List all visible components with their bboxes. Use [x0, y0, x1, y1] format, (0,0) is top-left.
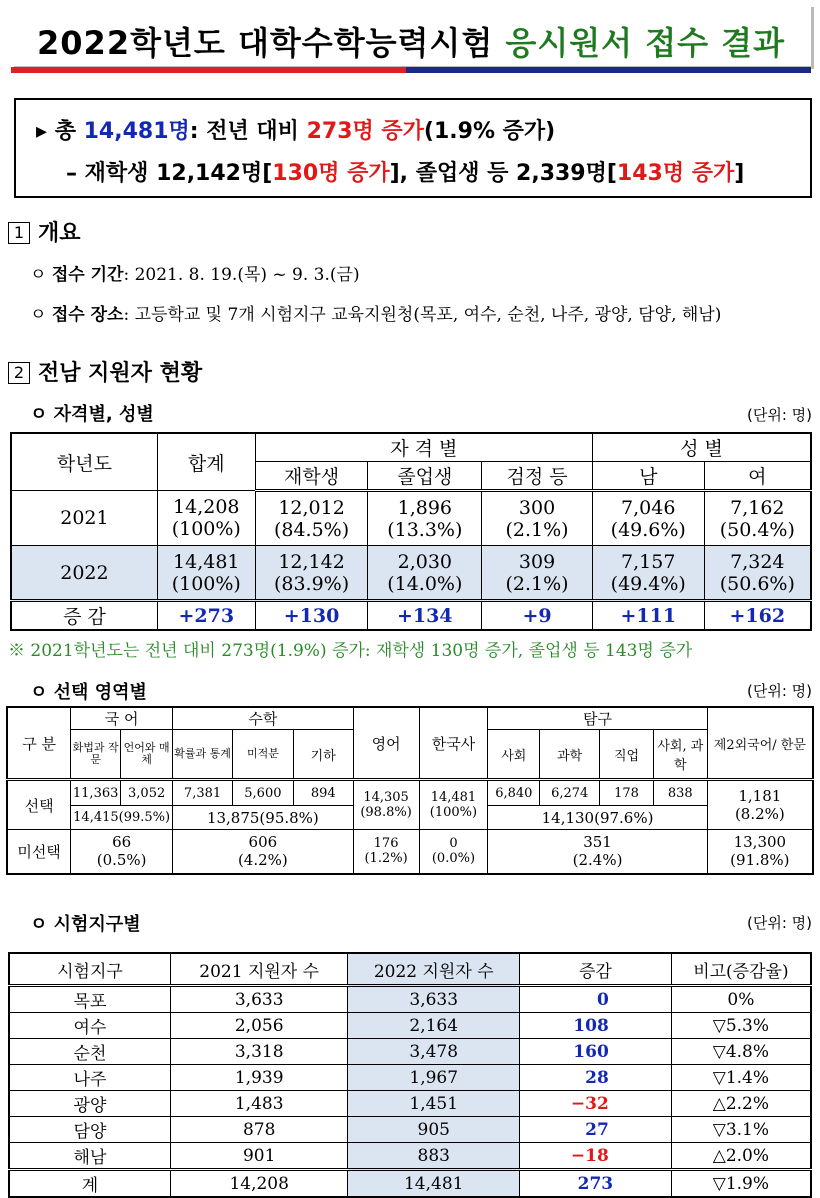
header-korean: 국 어	[71, 707, 173, 730]
value-cell: 66 (0.5%)	[71, 830, 173, 874]
table-cell: ▽1.4%	[671, 1065, 811, 1091]
value-cell: 14,481 (100%)	[157, 546, 255, 601]
unit-label: (단위: 명)	[747, 914, 812, 932]
diff-cell: +111	[592, 601, 704, 631]
table-row	[9, 1117, 811, 1143]
total-cell: 14,481	[348, 1170, 520, 1198]
title-underline-blue	[406, 67, 811, 73]
subheader: 미적분	[232, 730, 293, 780]
value-cell: 7,157 (49.4%)	[592, 546, 704, 601]
subheading-district: ㅇ 시험지구별	[30, 914, 141, 935]
summary-box	[14, 98, 812, 198]
table-cell: 160	[520, 1039, 672, 1065]
value-cell: 7,162 (50.4%)	[704, 491, 811, 546]
value-cell: 14,305 (98.8%)	[353, 780, 419, 830]
subheading-subject: ㅇ 선택 영역별	[30, 682, 147, 703]
diff-cell: +273	[157, 601, 255, 631]
subheader: 확률과 통계	[173, 730, 233, 780]
place-item: ㅇ 접수 장소: 고등학교 및 7개 시험지구 교육지원청(목포, 여수, 순천, 나주, 광양, 담양, 해남)	[30, 305, 722, 325]
summary-line-breakdown: – 재학생 12,142명[130명 증가], 졸업생 등 2,339명[143명 증가]	[66, 161, 745, 186]
table-cell: 1,483	[170, 1091, 348, 1117]
table-cell: 3,318	[170, 1039, 348, 1065]
value-cell: 7,324 (50.6%)	[704, 546, 811, 601]
diff-cell: +130	[255, 601, 368, 631]
value-cell: 14,208 (100%)	[157, 491, 255, 546]
sum-cell: 14,415(99.5%)	[71, 806, 173, 830]
value-cell: 176 (1.2%)	[353, 830, 419, 874]
selected-row	[7, 780, 813, 806]
row-label: 미선택	[7, 830, 71, 874]
table-cell: △2.0%	[671, 1143, 811, 1170]
table-cell: 2,056	[170, 1013, 348, 1039]
total-cell: 14,208	[170, 1170, 348, 1198]
header-col: 검정 등	[482, 462, 593, 491]
subheader: 언어와 매체	[121, 730, 173, 780]
header-math: 수학	[173, 707, 354, 730]
unit-label: (단위: 명)	[747, 406, 812, 424]
value-cell: 12,012 (84.5%)	[255, 491, 368, 546]
header-second-language: 제2외국어/ 한문	[707, 707, 813, 780]
subject-selection-table	[6, 706, 814, 875]
table-row	[9, 1013, 811, 1039]
header-col: 졸업생	[368, 462, 482, 491]
table-row	[11, 546, 811, 601]
table-cell: 27	[520, 1117, 672, 1143]
value-cell: 11,363	[71, 780, 121, 806]
table-row	[9, 1039, 811, 1065]
header-col: 재학생	[255, 462, 368, 491]
header-cell: 시험지구	[9, 953, 170, 986]
page-title: 2022학년도 대학수학능력시험 응시원서 접수 결과	[37, 24, 785, 62]
unit-label: (단위: 명)	[747, 682, 812, 700]
table-cell: 0	[520, 986, 672, 1013]
header-cell: 2021 지원자 수	[170, 953, 348, 986]
value-cell: 5,600	[232, 780, 293, 806]
subheader: 과학	[540, 730, 600, 780]
value-cell: 1,896 (13.3%)	[368, 491, 482, 546]
year-cell: 2021	[11, 491, 157, 546]
period-item: ㅇ 접수 기간: 2021. 8. 19.(목) ~ 9. 3.(금)	[30, 265, 360, 285]
value-cell: 6,840	[488, 780, 540, 806]
header-cell: 증감	[520, 953, 672, 986]
value-cell: 6,274	[540, 780, 600, 806]
table-cell: 광양	[9, 1091, 170, 1117]
table-cell: −32	[520, 1091, 672, 1117]
table-cell: 1,451	[348, 1091, 520, 1117]
value-cell: 606 (4.2%)	[173, 830, 354, 874]
table-row	[9, 1143, 811, 1170]
summary-line-total: ▸ 총 14,481명: 전년 대비 273명 증가(1.9% 증가)	[36, 119, 556, 144]
value-cell: 178	[600, 780, 654, 806]
sum-cell: 13,875(95.8%)	[173, 806, 354, 830]
table-cell: 순천	[9, 1039, 170, 1065]
header-english: 영어	[353, 707, 419, 780]
table-cell: 1,939	[170, 1065, 348, 1091]
total-cell: 273	[520, 1170, 672, 1198]
subheader: 사회	[488, 730, 540, 780]
diff-row	[11, 601, 811, 631]
diff-cell: +134	[368, 601, 482, 631]
title-underline-red	[11, 67, 406, 73]
header-gender: 성 별	[592, 433, 811, 462]
subheader: 기하	[293, 730, 353, 780]
table-row	[9, 1065, 811, 1091]
value-cell: 7,046 (49.6%)	[592, 491, 704, 546]
value-cell: 838	[653, 780, 707, 806]
year-cell: 2022	[11, 546, 157, 601]
table-cell: ▽5.3%	[671, 1013, 811, 1039]
table-cell: 여수	[9, 1013, 170, 1039]
table-cell: 나주	[9, 1065, 170, 1091]
value-cell: 7,381	[173, 780, 233, 806]
table-cell: ▽3.1%	[671, 1117, 811, 1143]
value-cell: 13,300 (91.8%)	[707, 830, 813, 874]
table-cell: −18	[520, 1143, 672, 1170]
title-banner	[11, 4, 811, 66]
table-row	[11, 491, 811, 546]
table-cell: 901	[170, 1143, 348, 1170]
section-1-heading: 1 개요	[8, 216, 81, 247]
table-cell: ▽4.8%	[671, 1039, 811, 1065]
table-cell: 108	[520, 1013, 672, 1039]
table-cell: 목포	[9, 986, 170, 1013]
value-cell: 300 (2.1%)	[482, 491, 593, 546]
table-cell: 878	[170, 1117, 348, 1143]
sum-cell: 14,130(97.6%)	[488, 806, 707, 830]
table-row	[9, 1091, 811, 1117]
footnote: ※ 2021학년도는 전년 대비 273명(1.9%) 증가: 재학생 130명 증가, 졸업생 등 143명 증가	[8, 641, 693, 661]
table-cell: 28	[520, 1065, 672, 1091]
subheader: 사회, 과학	[653, 730, 707, 780]
header-cell: 비고(증감율)	[671, 953, 811, 986]
table-cell: 3,633	[170, 986, 348, 1013]
value-cell: 309 (2.1%)	[482, 546, 593, 601]
value-cell: 894	[293, 780, 353, 806]
header-total: 합계	[157, 433, 255, 491]
value-cell: 351 (2.4%)	[488, 830, 707, 874]
header-cell: 2022 지원자 수	[348, 953, 520, 986]
row-label: 선택	[7, 780, 71, 830]
value-cell: 2,030 (14.0%)	[368, 546, 482, 601]
table-cell: 해남	[9, 1143, 170, 1170]
table-cell: △2.2%	[671, 1091, 811, 1117]
value-cell: 0 (0.0%)	[419, 830, 488, 874]
header-year: 학년도	[11, 433, 157, 491]
total-cell: 계	[9, 1170, 170, 1198]
district-table	[8, 952, 812, 1198]
subheader: 화법과 작문	[71, 730, 121, 780]
header-gubun: 구 분	[7, 707, 71, 780]
header-qualification: 자 격 별	[255, 433, 592, 462]
diff-label: 증 감	[11, 601, 157, 631]
subheading-qualification: ㅇ 자격별, 성별	[30, 404, 154, 425]
table-cell: 905	[348, 1117, 520, 1143]
table-cell: 3,478	[348, 1039, 520, 1065]
value-cell: 1,181 (8.2%)	[707, 780, 813, 830]
subheader: 직업	[600, 730, 654, 780]
diff-cell: +9	[482, 601, 593, 631]
qualification-gender-table	[10, 432, 812, 631]
total-cell: ▽1.9%	[671, 1170, 811, 1198]
header-history: 한국사	[419, 707, 488, 780]
header-inquiry: 탐구	[488, 707, 707, 730]
diff-cell: +162	[704, 601, 811, 631]
section-2-heading: 2 전남 지원자 현황	[8, 356, 202, 387]
table-cell: 2,164	[348, 1013, 520, 1039]
value-cell: 3,052	[121, 780, 173, 806]
table-cell: 0%	[671, 986, 811, 1013]
header-col: 남	[592, 462, 704, 491]
table-cell: 883	[348, 1143, 520, 1170]
value-cell: 12,142 (83.9%)	[255, 546, 368, 601]
header-col: 여	[704, 462, 811, 491]
value-cell: 14,481 (100%)	[419, 780, 488, 830]
unselected-row	[7, 830, 813, 874]
table-row	[9, 986, 811, 1013]
table-cell: 3,633	[348, 986, 520, 1013]
table-cell: 담양	[9, 1117, 170, 1143]
table-cell: 1,967	[348, 1065, 520, 1091]
